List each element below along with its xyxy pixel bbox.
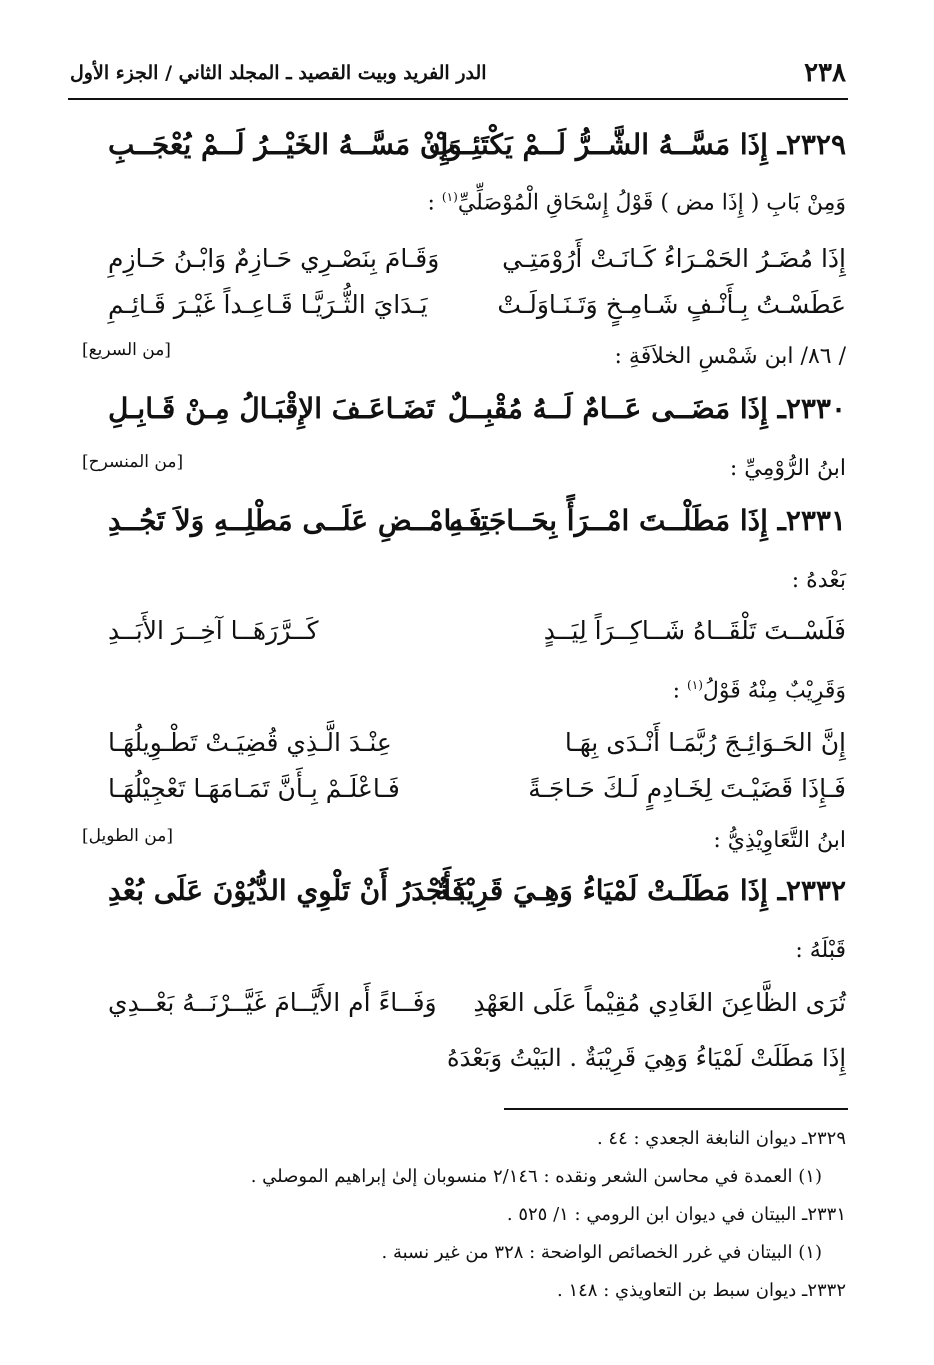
intro-khalafa: / ٨٦/ ابن شَمْسِ الخلاَفَةِ :: [614, 344, 846, 369]
verse-number: ٢٣٣١ـ: [777, 504, 846, 537]
verse-number: ٢٣٢٩ـ: [777, 128, 846, 161]
mosuli-verse-1-first: إِذَا مُضَـرُ الحَمْـرَاءُ كَـانَـتْ أَرُوْمَتِـي: [502, 244, 846, 273]
intro-rumi: ابنُ الرُّوْمِيِّ :: [729, 456, 846, 481]
colon: :: [427, 190, 435, 216]
verse-after-2331-first: فَلَسْــتَ تَلْقَــاهُ شَــاكِــرَاً لِيَــدٍ: [543, 616, 846, 645]
qarib-verse-1-first: إِنَّ الحَـوَائِـجَ رُبَّمَـا أَنْـدَى بِهَـا: [564, 728, 846, 757]
mosuli-verse-2-first: عَطَسْـتُ بِـأَنْـفٍ شَـامِـخٍ وَتَـنَـاوَلَـتْ: [497, 290, 846, 319]
intro-mosuli: [427, 190, 846, 215]
verse-number: ٢٣٣٠ـ: [777, 392, 846, 425]
mosuli-verse-1-second: وَقَـامَ بِنَصْـرِي حَـازِمٌ وَابْـنُ حَـازِمِ: [108, 244, 440, 273]
verse-2330-first-hemistich: [448, 392, 846, 425]
footnote-2329: ٢٣٢٩ـ ديوان النابغة الجعدي : ٤٤ .: [596, 1128, 846, 1149]
verse-before-2332-first: تُرَى الظَّاعِنَ الغَادِي مُقِيْماً عَلَى العَهْدِ: [473, 988, 846, 1017]
intro-text: وَقَرِيْبٌ مِنْهُ قَوْلُ: [702, 678, 846, 704]
qarib-verse-1-second: عِنْـدَ الَّـذِي قُضِيَـتْ تَطْـوِيلُهَـا: [108, 728, 392, 757]
closing-line: إِذَا مَطَلَتْ لَمْيَاءُ وَهِيَ قَرِيْبَةٌ . البَيْتُ وَبَعْدَهُ: [447, 1044, 846, 1072]
footnote-ref: (١): [441, 190, 458, 204]
footnote-ref: (١): [686, 678, 703, 692]
header-rule: [68, 98, 848, 100]
hemistich-text: إِذَا مَسَّــهُ الشَّــرُّ لَــمْ يَكْتَئِــبْ: [428, 128, 768, 161]
page-number: ٢٣٨: [804, 58, 846, 88]
verse-before-2332-second: وَفَــاءً أَم الأَيَّــامَ غَيَّــرْنَــهُ بَعْــدِي: [108, 988, 437, 1017]
qarib-verse-2-first: فَـإِذَا قَضَيْـتَ لِخَـادِمٍ لَـكَ حَـاجَـةً: [528, 774, 846, 803]
verse-2332-second-hemistich: فَأَجْدَرُ أَنْ تَلْوِي الدُّيُوْنَ عَلَى بُعْدِ: [108, 874, 466, 907]
intro-text: وَمِنْ بَابِ ( إِذَا مض ) قَوْلُ إِسْحَاقِ الْمُوْصَلِّيِّ: [457, 190, 846, 216]
intro-qarib: [673, 678, 846, 703]
verse-2329-first-hemistich: [429, 128, 846, 161]
mosuli-verse-2-second: يَـدَايَ الثُّـرَيَّـا قَـاعِـداً غَيْـرَ قَـائِـمِ: [108, 290, 428, 319]
intro-taawidhi: ابنُ التَّعَاوِيْذِيُّ :: [713, 828, 846, 853]
meter-label: [من السريع]: [82, 340, 171, 360]
verse-2330-second-hemistich: تَضَـاعَـفَ الإِقْبَـالُ مِـنْ قَـابِـلِ: [108, 392, 435, 425]
verse-2332-first-hemistich: [435, 874, 846, 907]
hemistich-text: إِذَا مَطَلَـتْ لَمْيَاءُ وَهِـيَ قَرِيْبَـةٌ: [434, 874, 768, 907]
hemistich-text: إِذَا مَطَلْــتَ امْــرَأً بِحَــاجَتِــهِ: [449, 504, 768, 537]
footnote-2331: ٢٣٣١ـ البيتان في ديوان ابن الرومي : ١/ ٥٢٥ .: [506, 1204, 846, 1225]
footnote-1: (١) البيتان في غرر الخصائص الواضحة : ٣٢٨ من غير نسبة .: [381, 1242, 822, 1263]
footnote-2332: ٢٣٣٢ـ ديوان سبط بن التعاويذي : ١٤٨ .: [557, 1280, 846, 1301]
qarib-verse-2-second: فَـاعْلَـمْ بِـأَنَّ تَمَـامَهَـا تَعْجِيْلُهَـا: [108, 774, 400, 803]
verse-after-2331-second: كَــرَّرَهَــا آخِــرَ الأَبَــدِ: [108, 616, 319, 645]
intro-baadahu: بَعْدهُ :: [791, 568, 846, 593]
intro-qablahu: قَبْلَهُ :: [795, 938, 846, 963]
running-title: الدر الفريد وبيت القصيد ـ المجلد الثاني / الجزء الأول: [70, 62, 487, 84]
hemistich-text: إِذَا مَضَــى عَــامٌ لَــهُ مُقْبِــلٌ: [447, 392, 768, 425]
verse-number: ٢٣٣٢ـ: [777, 874, 846, 907]
footnote-rule: [504, 1108, 848, 1110]
meter-label: [من المنسرح]: [82, 452, 184, 472]
verse-2329-second-hemistich: وَإِنْ مَسَّــهُ الخَيْــرُ لَــمْ يُعْجَــبِ: [108, 128, 462, 161]
colon: :: [672, 678, 680, 704]
footnote-1: (١) العمدة في محاسن الشعر ونقده : ٢/١٤٦ منسوبان إلىٰ إبراهيم الموصلي .: [250, 1166, 822, 1187]
verse-2331-second-hemistich: فَــامْــضِ عَلَــى مَطْلِــهِ وَلاَ تَجُــدِ: [108, 504, 482, 537]
meter-label: [من الطويل]: [82, 826, 173, 846]
verse-2331-first-hemistich: [449, 504, 846, 537]
